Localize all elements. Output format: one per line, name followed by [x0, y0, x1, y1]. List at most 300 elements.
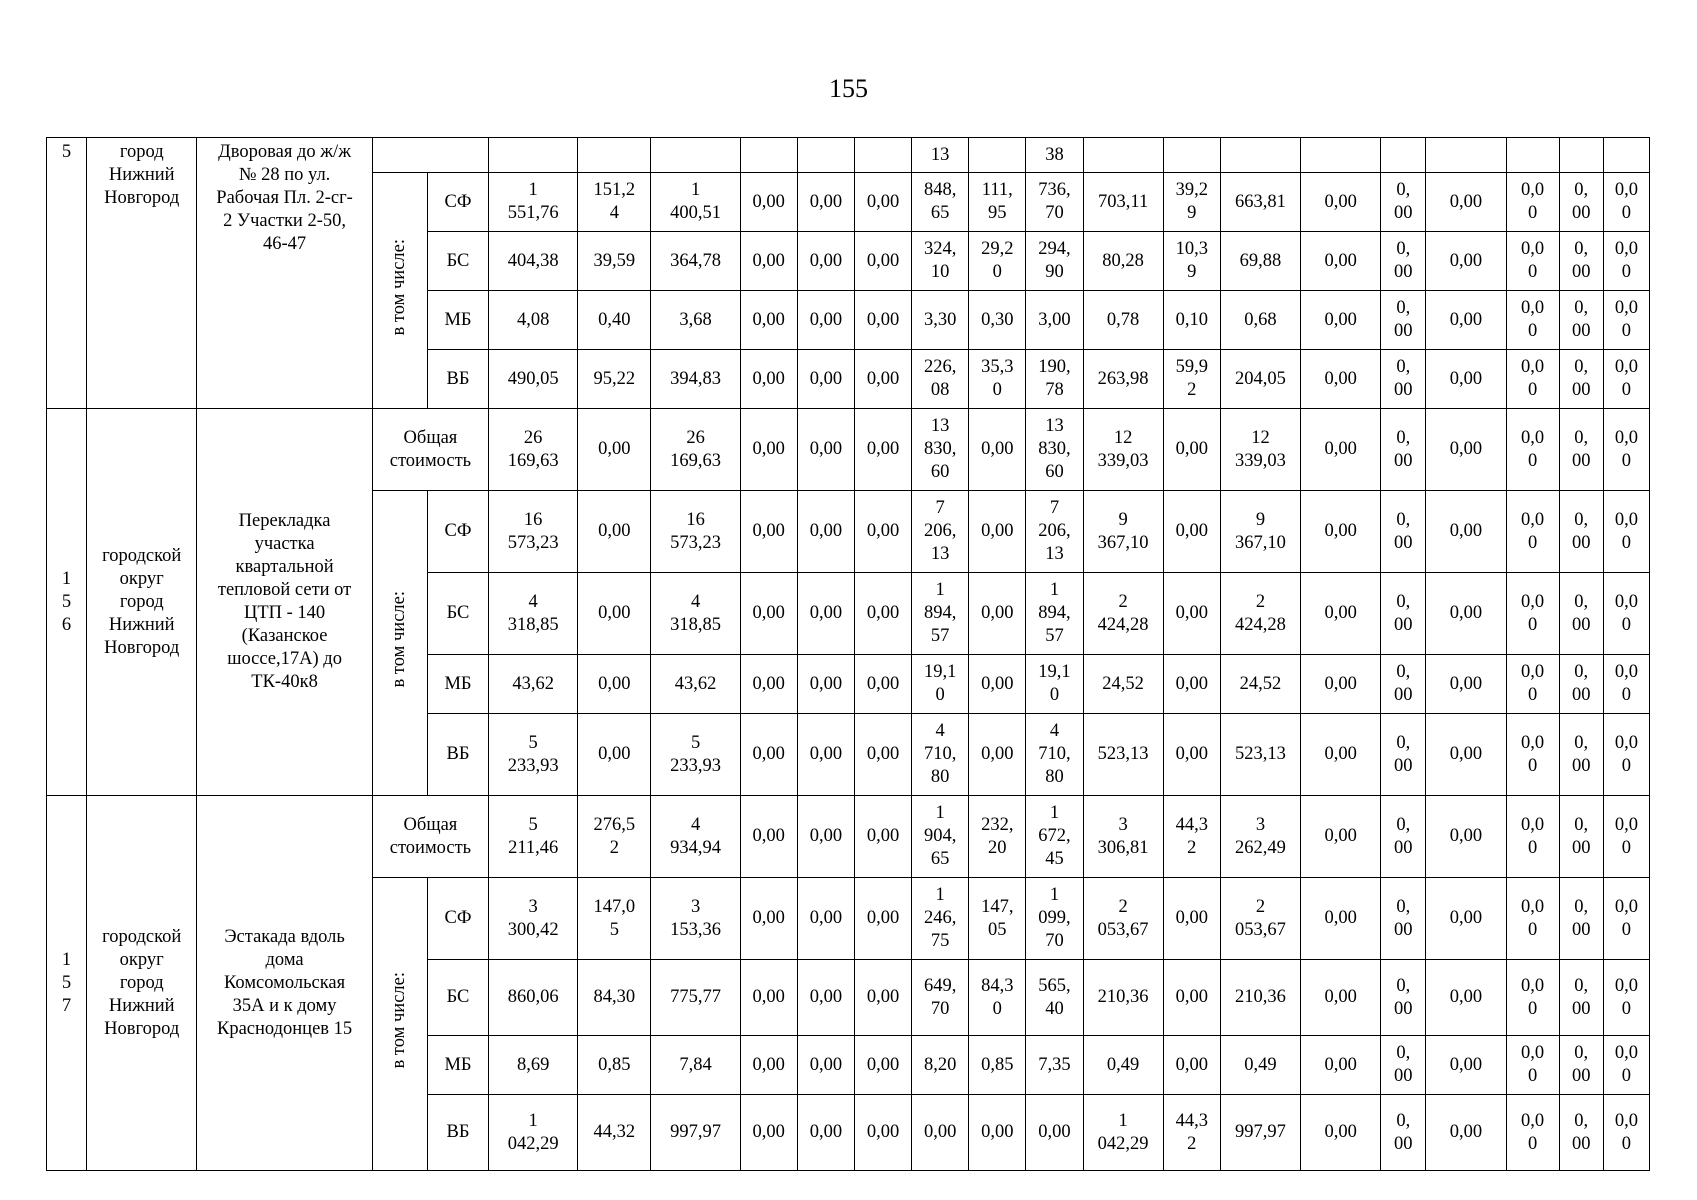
value-cell-text: 0, 00	[1571, 1110, 1591, 1154]
value-cell	[489, 655, 578, 714]
value-cell	[651, 878, 740, 960]
value-cell-text: 0, 00	[1571, 1043, 1591, 1086]
value-cell	[1026, 409, 1083, 491]
value-cell	[578, 960, 651, 1036]
object-name-text: Дворовая до ж/ж № 28 по ул. Рабочая Пл. 2-сг- 2 Участки 2-50, 46-47	[216, 142, 353, 254]
value-cell-text: 0, 00	[1571, 732, 1591, 776]
table-row	[47, 409, 1650, 491]
value-cell-text: 0,0 0	[1614, 298, 1638, 341]
value-cell	[854, 1095, 911, 1171]
value-cell-text: 0,00	[752, 603, 785, 623]
municipality-text: городской округ город Нижний Новгород	[102, 926, 182, 1039]
value-cell	[1603, 960, 1649, 1036]
value-cell-text: 0,0 0	[1614, 896, 1638, 940]
empty-cell	[1381, 138, 1426, 173]
value-cell	[651, 491, 740, 573]
value-cell-text: 0,0 0	[1521, 509, 1545, 553]
value-cell	[1506, 655, 1559, 714]
page-number: 155	[829, 74, 868, 103]
value-cell-text: 0,00	[1449, 368, 1483, 389]
value-cell	[1426, 655, 1506, 714]
value-cell-text: 0,00	[1324, 368, 1357, 389]
value-cell	[854, 960, 911, 1036]
value-cell	[969, 491, 1026, 573]
value-cell	[1163, 655, 1220, 714]
value-cell-text: 0,00	[1324, 191, 1357, 212]
value-cell	[1506, 350, 1559, 409]
value-cell	[1026, 1036, 1083, 1095]
value-cell-text: 0, 00	[1571, 814, 1591, 858]
value-cell	[740, 878, 797, 960]
value-cell	[651, 409, 740, 491]
value-cell-text: 0,00	[1449, 1054, 1483, 1075]
value-cell-text: 0,00	[752, 191, 785, 212]
value-cell	[969, 409, 1026, 491]
value-cell	[854, 714, 911, 796]
funding-source	[427, 1036, 488, 1095]
value-cell	[1163, 291, 1220, 350]
value-cell-text: 13	[930, 144, 950, 165]
value-cell	[854, 350, 911, 409]
value-cell	[1026, 1095, 1083, 1171]
value-cell-text: 0,00	[598, 673, 631, 694]
value-cell	[1301, 1095, 1381, 1171]
value-cell-text: 0,0 0	[1614, 662, 1638, 705]
value-cell	[1301, 232, 1381, 291]
value-cell-text: 565, 40	[1038, 975, 1071, 1019]
funding-source	[427, 1095, 488, 1171]
value-cell-text: 0,00	[752, 744, 785, 764]
empty-cell	[1603, 138, 1649, 173]
value-cell	[969, 796, 1026, 878]
value-cell-text: 4 710, 80	[1038, 721, 1071, 787]
value-cell-text: 294, 90	[1038, 239, 1071, 282]
value-cell-text: 0,00	[1324, 521, 1357, 541]
value-cell	[1506, 878, 1559, 960]
value-cell	[1220, 350, 1300, 409]
value-cell	[1083, 173, 1163, 232]
value-cell	[1603, 232, 1649, 291]
value-cell-text: 0, 00	[1571, 591, 1591, 635]
value-cell	[1163, 573, 1220, 655]
value-cell-text: 0,00	[752, 826, 785, 846]
municipality	[87, 796, 197, 1171]
row-number-text: 5	[61, 142, 72, 162]
value-cell-text: 5 233,93	[670, 732, 721, 776]
value-cell	[1559, 1095, 1603, 1171]
value-cell	[1426, 960, 1506, 1036]
empty-cell	[651, 138, 740, 173]
value-cell-text: 69,88	[1239, 250, 1282, 271]
value-cell	[1026, 350, 1083, 409]
value-cell	[1026, 491, 1083, 573]
value-cell-text: 0,00	[866, 521, 900, 541]
value-cell	[1559, 409, 1603, 491]
value-cell	[912, 878, 969, 960]
value-cell-text: 0,00	[809, 521, 843, 541]
value-cell-text: 997,97	[1235, 1122, 1286, 1142]
value-cell	[651, 714, 740, 796]
value-cell-text: 0,0 0	[1521, 896, 1545, 940]
value-cell-text: 736, 70	[1038, 180, 1071, 223]
value-cell	[1559, 714, 1603, 796]
value-cell	[651, 232, 740, 291]
value-cell-text: 0,00	[1449, 191, 1483, 212]
value-cell-text: 4 710, 80	[923, 721, 957, 787]
value-cell-text: 226, 08	[923, 357, 957, 400]
value-cell	[1083, 1095, 1163, 1171]
value-cell	[1163, 350, 1220, 409]
value-cell-text: 0, 00	[1571, 975, 1591, 1019]
value-cell	[651, 796, 740, 878]
value-cell-text: 0,00	[809, 368, 843, 389]
value-cell-text: 0,00	[1175, 673, 1208, 694]
value-cell	[1506, 960, 1559, 1036]
value-cell-text: 0,0 0	[1521, 975, 1545, 1019]
value-cell-text: 8,20	[923, 1054, 957, 1075]
value-cell	[578, 291, 651, 350]
value-cell	[1381, 350, 1426, 409]
value-cell-text: 0,85	[981, 1054, 1014, 1075]
value-cell	[1083, 232, 1163, 291]
funding-source	[427, 655, 488, 714]
value-cell-text: 263,98	[1097, 368, 1149, 389]
value-cell-text: 276,5 2	[593, 814, 636, 858]
row-number-text: 1 5 7	[61, 949, 72, 1016]
value-cell-text: 0, 00	[1571, 239, 1591, 282]
row-number	[47, 796, 87, 1171]
value-cell-text: 0, 00	[1394, 180, 1413, 223]
value-cell	[578, 878, 651, 960]
value-cell-text: 7 206, 13	[923, 498, 957, 564]
value-cell-text: 39,2 9	[1175, 180, 1208, 223]
value-cell	[740, 232, 797, 291]
value-cell	[1603, 655, 1649, 714]
value-cell	[740, 655, 797, 714]
value-cell	[1026, 573, 1083, 655]
value-cell	[797, 796, 854, 878]
value-cell-text: 43,62	[674, 673, 717, 694]
value-cell-text: 3 306,81	[1097, 814, 1149, 858]
empty-cell	[1506, 138, 1559, 173]
value-cell-text: 147, 05	[981, 896, 1014, 940]
value-cell-text: 0,0 0	[1521, 1110, 1545, 1154]
value-cell-text: 703,11	[1098, 191, 1149, 212]
value-cell-text: 0,00	[598, 439, 631, 459]
value-cell	[489, 232, 578, 291]
value-cell	[1559, 878, 1603, 960]
value-cell	[1603, 491, 1649, 573]
value-cell-text: 0,00	[752, 368, 785, 389]
value-cell-text: 0,30	[981, 309, 1014, 330]
including-label-text: в том числе:	[389, 591, 410, 688]
value-cell	[854, 655, 911, 714]
value-cell-text: 0,00	[1324, 1054, 1357, 1075]
value-cell	[797, 573, 854, 655]
value-cell-text: 490,05	[507, 368, 559, 389]
row-number-text: 1 5 6	[61, 568, 72, 635]
value-cell	[1220, 491, 1300, 573]
value-cell-text: 7,35	[1038, 1054, 1071, 1075]
object-name	[197, 409, 372, 796]
value-cell-text: 0,00	[1324, 673, 1357, 694]
value-cell-text: 13 830, 60	[923, 416, 957, 482]
empty-cell	[1301, 138, 1381, 173]
funding-source-text: ВБ	[446, 744, 470, 764]
value-cell	[1381, 960, 1426, 1036]
value-cell-text: 0,0 0	[1614, 975, 1638, 1019]
value-cell-text: 0,00	[866, 1122, 900, 1142]
value-cell	[1506, 1036, 1559, 1095]
value-cell	[1381, 491, 1426, 573]
value-cell-text: 2 424,28	[1235, 591, 1286, 635]
value-cell-text: 0,0 0	[1521, 732, 1545, 776]
value-cell-text: 404,38	[507, 250, 559, 271]
value-cell	[1220, 173, 1300, 232]
municipality-text: городской округ город Нижний Новгород	[102, 545, 182, 658]
empty-cell	[372, 138, 488, 173]
value-cell-text: 324, 10	[923, 239, 957, 282]
value-cell-text: 13 830, 60	[1038, 416, 1071, 482]
value-cell	[740, 173, 797, 232]
value-cell-text: 0,0 0	[1614, 732, 1638, 776]
value-cell-text: 0, 00	[1571, 180, 1591, 223]
funding-source-text: БС	[446, 250, 470, 271]
value-cell	[1163, 878, 1220, 960]
value-cell	[912, 138, 969, 173]
value-cell	[578, 173, 651, 232]
value-cell	[1083, 409, 1163, 491]
value-cell	[854, 796, 911, 878]
value-cell-text: 1 672, 45	[1038, 803, 1071, 869]
value-cell	[740, 1036, 797, 1095]
empty-cell	[578, 138, 651, 173]
value-cell	[1506, 232, 1559, 291]
value-cell	[1220, 878, 1300, 960]
value-cell-text: 0,00	[1449, 826, 1483, 846]
value-cell	[854, 409, 911, 491]
municipality	[87, 409, 197, 796]
funding-source	[427, 291, 488, 350]
value-cell-text: 1 551,76	[507, 180, 559, 223]
value-cell	[1026, 796, 1083, 878]
value-cell-text: 4 934,94	[670, 814, 721, 858]
value-cell	[1083, 1036, 1163, 1095]
value-cell-text: 0,0 0	[1521, 298, 1545, 341]
value-cell-text: 44,3 2	[1175, 814, 1208, 858]
value-cell-text: 0,00	[923, 1122, 957, 1142]
value-cell-text: 364,78	[670, 250, 721, 271]
value-cell-text: 0,0 0	[1614, 509, 1638, 553]
value-cell	[912, 960, 969, 1036]
value-cell-text: 0,0 0	[1521, 180, 1545, 223]
value-cell-text: 5 233,93	[507, 732, 559, 776]
value-cell-text: 84,3 0	[981, 975, 1014, 1019]
value-cell	[912, 409, 969, 491]
value-cell	[1163, 714, 1220, 796]
value-cell-text: 775,77	[670, 987, 721, 1007]
value-cell	[1426, 350, 1506, 409]
value-cell-text: 0,00	[866, 309, 900, 330]
value-cell-text: 0,00	[866, 1054, 900, 1075]
value-cell-text: 0,0 0	[1614, 1043, 1638, 1086]
value-cell-text: 210,36	[1235, 987, 1286, 1007]
funding-source	[427, 878, 488, 960]
value-cell	[578, 1095, 651, 1171]
value-cell-text: 0, 00	[1394, 509, 1413, 553]
value-cell	[1381, 878, 1426, 960]
value-cell-text: 2 053,67	[1097, 896, 1149, 940]
value-cell	[578, 350, 651, 409]
value-cell-text: 0,00	[809, 250, 843, 271]
value-cell	[1603, 714, 1649, 796]
value-cell	[1026, 714, 1083, 796]
empty-cell	[969, 138, 1026, 173]
value-cell-text: 0,00	[1175, 908, 1208, 928]
including-label	[372, 173, 427, 409]
value-cell-text: 0,0 0	[1521, 662, 1545, 705]
value-cell	[1559, 173, 1603, 232]
value-cell-text: 0,00	[1449, 309, 1483, 330]
value-cell-text: 0,00	[752, 309, 785, 330]
value-cell	[912, 232, 969, 291]
value-cell	[1163, 232, 1220, 291]
value-cell-text: 0,00	[981, 1122, 1014, 1142]
value-cell	[1083, 350, 1163, 409]
value-cell-text: 0,00	[809, 1122, 843, 1142]
value-cell	[651, 573, 740, 655]
value-cell	[740, 1095, 797, 1171]
value-cell-text: 210,36	[1097, 987, 1149, 1007]
value-cell-text: 204,05	[1235, 368, 1286, 389]
funding-source-text: МБ	[444, 1054, 472, 1075]
funding-source	[427, 491, 488, 573]
value-cell-text: 0,00	[1449, 744, 1483, 764]
value-cell	[489, 1095, 578, 1171]
value-cell-text: 0,00	[752, 987, 785, 1007]
value-cell	[1220, 1095, 1300, 1171]
value-cell-text: 0,00	[866, 250, 900, 271]
value-cell-text: 0, 00	[1394, 896, 1413, 940]
value-cell	[969, 655, 1026, 714]
value-cell-text: 7 206, 13	[1038, 498, 1071, 564]
value-cell-text: 1 099, 70	[1038, 885, 1071, 951]
funding-source-text: ВБ	[446, 1122, 470, 1142]
value-cell-text: 1 042,29	[1097, 1110, 1149, 1154]
value-cell-text: 0,00	[866, 987, 900, 1007]
value-cell-text: 38	[1045, 144, 1064, 165]
value-cell-text: 0,00	[598, 521, 631, 541]
value-cell-text: 0,00	[1449, 987, 1483, 1007]
value-cell	[1381, 573, 1426, 655]
value-cell-text: 997,97	[670, 1122, 721, 1142]
value-cell-text: 0,00	[1449, 250, 1483, 271]
value-cell	[1301, 796, 1381, 878]
value-cell	[651, 173, 740, 232]
value-cell-text: 0,00	[809, 1054, 843, 1075]
value-cell	[1301, 291, 1381, 350]
value-cell	[1559, 291, 1603, 350]
value-cell	[489, 491, 578, 573]
value-cell-text: 35,3 0	[981, 357, 1014, 400]
value-cell-text: 44,32	[593, 1122, 636, 1142]
value-cell	[1083, 796, 1163, 878]
value-cell-text: 0, 00	[1571, 896, 1591, 940]
municipality	[87, 138, 197, 409]
value-cell-text: 0,00	[1324, 439, 1357, 459]
value-cell	[1426, 291, 1506, 350]
value-cell	[1301, 573, 1381, 655]
funding-source-text: ВБ	[446, 368, 470, 389]
value-cell-text: 59,9 2	[1175, 357, 1208, 400]
value-cell-text: 0,0 0	[1614, 239, 1638, 282]
value-cell-text: 0,0 0	[1521, 814, 1545, 858]
value-cell	[1426, 714, 1506, 796]
value-cell-text: 84,30	[593, 987, 636, 1007]
value-cell	[1026, 291, 1083, 350]
value-cell	[1301, 409, 1381, 491]
value-cell	[489, 878, 578, 960]
row-number	[47, 138, 87, 409]
value-cell-text: 43,62	[512, 673, 554, 694]
value-cell-text: 0, 00	[1394, 357, 1413, 400]
value-cell	[969, 1036, 1026, 1095]
value-cell-text: 4 318,85	[507, 591, 559, 635]
value-cell	[1163, 1036, 1220, 1095]
value-cell-text: 0, 00	[1394, 662, 1413, 705]
value-cell-text: 95,22	[593, 368, 636, 389]
value-cell	[578, 232, 651, 291]
value-cell-text: 26 169,63	[670, 427, 721, 471]
value-cell	[1083, 714, 1163, 796]
value-cell	[1301, 714, 1381, 796]
value-cell	[1426, 409, 1506, 491]
value-cell-text: 0,00	[752, 1054, 785, 1075]
value-cell	[651, 1036, 740, 1095]
value-cell	[912, 1036, 969, 1095]
total-cost-label	[372, 796, 488, 878]
value-cell	[489, 573, 578, 655]
value-cell	[1506, 409, 1559, 491]
value-cell-text: 0, 00	[1571, 509, 1591, 553]
value-cell	[578, 409, 651, 491]
value-cell-text: 12 339,03	[1097, 427, 1149, 471]
value-cell-text: 0,0 0	[1614, 1110, 1638, 1154]
funding-source-text: МБ	[444, 673, 472, 694]
value-cell	[489, 960, 578, 1036]
value-cell-text: 0, 00	[1394, 1043, 1413, 1086]
value-cell	[1426, 1036, 1506, 1095]
value-cell-text: 111, 95	[981, 180, 1013, 223]
value-cell	[1083, 291, 1163, 350]
value-cell	[797, 350, 854, 409]
object-name-text: Перекладка участка квартальной тепловой сети от ЦТП - 140 (Казанское шоссе,17А) до ТК-40к8	[217, 511, 352, 692]
value-cell-text: 0, 00	[1394, 732, 1413, 776]
value-cell	[1220, 409, 1300, 491]
value-cell	[1559, 1036, 1603, 1095]
value-cell	[797, 878, 854, 960]
value-cell	[1559, 796, 1603, 878]
value-cell-text: 0,00	[809, 673, 843, 694]
value-cell-text: 147,0 5	[593, 896, 636, 940]
including-label-text: в том числе:	[389, 238, 410, 336]
value-cell-text: 0,0 0	[1614, 357, 1638, 400]
value-cell-text: 649, 70	[923, 975, 957, 1019]
value-cell	[1026, 960, 1083, 1036]
value-cell	[1506, 491, 1559, 573]
value-cell	[1163, 1095, 1220, 1171]
value-cell	[797, 960, 854, 1036]
